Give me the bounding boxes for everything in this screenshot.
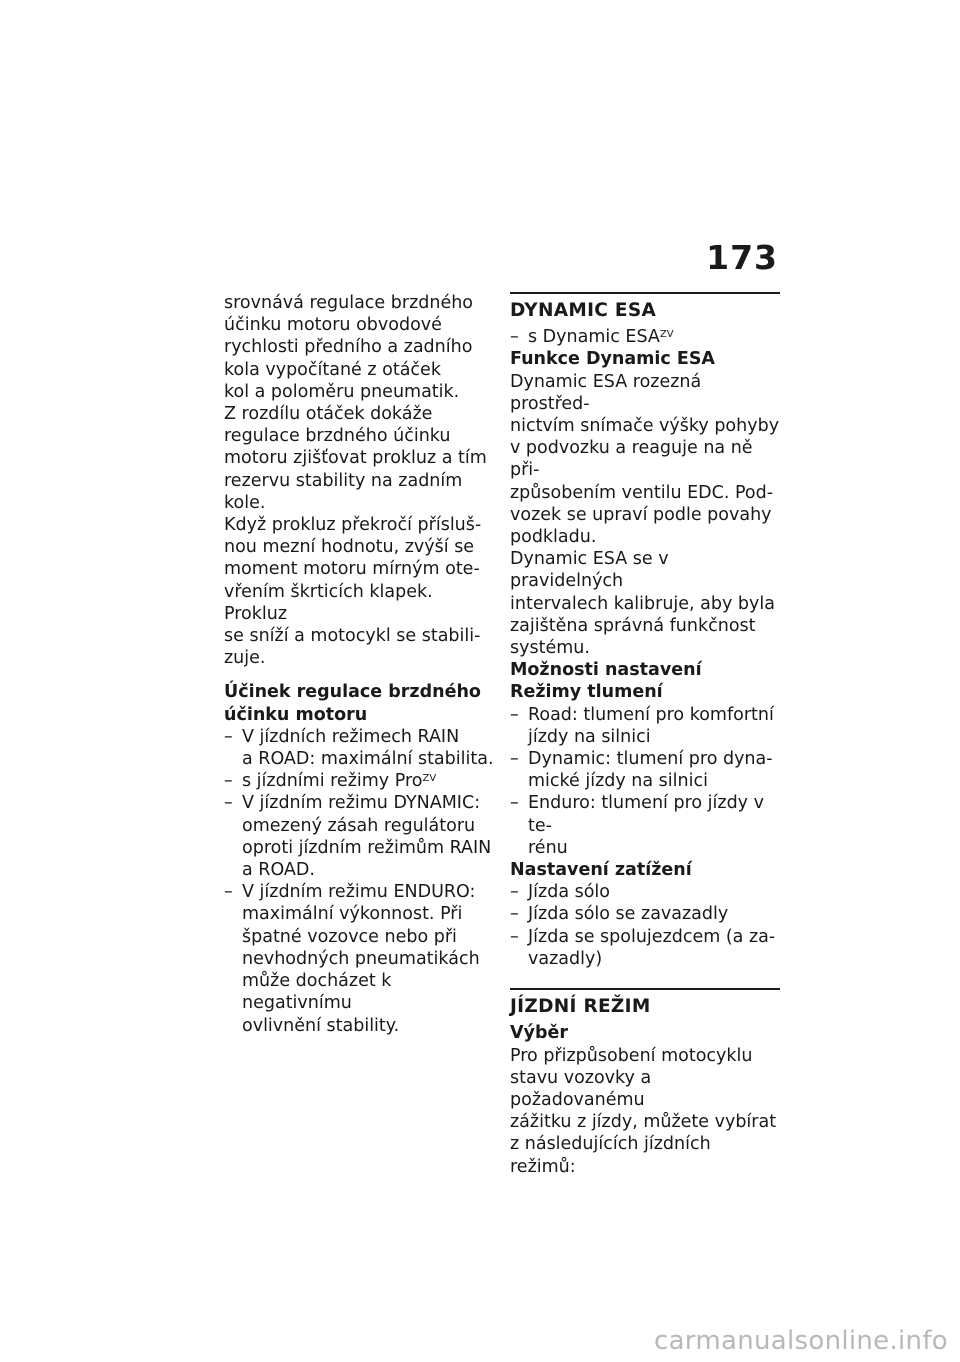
optional-equipment-note: [224, 770, 496, 792]
dash-bullet: –: [510, 904, 519, 925]
text-line: Dynamic ESA rozezná prostřed-: [510, 371, 702, 414]
subheading-rezimy: Režimy tlumení: [510, 682, 663, 703]
subheading-funkce: Funkce Dynamic ESA: [510, 349, 715, 370]
text-line: rezervu stability na zadním kole.: [224, 470, 463, 513]
text-line: v podvozku a reaguje na ně při-: [510, 438, 753, 481]
text-line: rénu: [528, 837, 568, 858]
text-line: nictvím snímače výšky pohyby: [510, 416, 780, 437]
text-line: se sníží a motocykl se stabili-: [224, 626, 481, 647]
dash-bullet: –: [510, 327, 519, 348]
dash-bullet: –: [510, 882, 519, 903]
text-line: maximální výkonnost. Při: [242, 904, 463, 925]
text-line: rychlosti předního a zadního: [224, 337, 473, 358]
dash-bullet: –: [224, 771, 233, 792]
text-line: Jízda sólo se zavazadly: [528, 904, 729, 925]
funkce-paragraph: [510, 371, 780, 660]
section-title-dynamic-esa: DYNAMIC ESA: [510, 292, 780, 322]
text-line: omezený zásah regulátoru: [242, 815, 476, 836]
text-line: Enduro: tlumení pro jízdy v te-: [528, 793, 764, 836]
text-line: Dynamic: tlumení pro dyna-: [528, 749, 773, 770]
text-line: vozek se upraví podle povahy: [510, 504, 772, 525]
text-line: systému.: [510, 638, 590, 659]
text-line: a ROAD: maximální stabilita.: [242, 749, 494, 770]
text-line: zajištěna správná funkčnost: [510, 615, 756, 636]
text-line: Když prokluz překročí přísluš-: [224, 515, 482, 536]
text-line: Z rozdílu otáček dokáže: [224, 404, 433, 425]
text-line: Jízda sólo: [528, 882, 610, 903]
section-title-jizdni-rezim: JÍZDNÍ REŽIM: [510, 988, 780, 1018]
list-item: [224, 792, 496, 881]
text-line: Pro přizpůsobení motocyklu: [510, 1045, 753, 1066]
dash-bullet: –: [510, 749, 519, 770]
text-line: ovlivnění stability.: [242, 1015, 400, 1036]
dash-bullet: –: [224, 793, 233, 814]
list-item: [510, 704, 780, 748]
dash-bullet: –: [510, 704, 519, 725]
text-line: účinku motoru obvodové: [224, 315, 442, 336]
dash-bullet: –: [510, 926, 519, 947]
left-column: [224, 292, 496, 1037]
vyber-paragraph: [510, 1045, 780, 1178]
text-line: vřením škrticích klapek. Prokluz: [224, 581, 433, 624]
text-line: zuje.: [224, 648, 266, 669]
dash-bullet: –: [224, 882, 233, 903]
list-item: [510, 926, 780, 970]
text-line: kol a poloměru pneumatik.: [224, 381, 460, 402]
effect-heading: [224, 681, 496, 725]
zv-superscript: ZV: [422, 773, 437, 785]
text-line: a ROAD.: [242, 860, 315, 881]
subheading-moznosti: Možnosti nastavení: [510, 660, 702, 681]
text-line: jízdy na silnici: [528, 726, 651, 747]
text-line: Road: tlumení pro komfortní: [528, 704, 774, 725]
intro-paragraph: [224, 292, 496, 669]
list-item: [224, 726, 496, 770]
subheading-zatizeni: Nastavení zatížení: [510, 860, 692, 881]
text-line: kola vypočítané z otáček: [224, 359, 441, 380]
text-line: V jízdních režimech RAIN: [242, 726, 460, 747]
subheading-vyber: Výběr: [510, 1023, 568, 1044]
dash-bullet: –: [510, 793, 519, 814]
text-line: Jízda se spolujezdcem (a za-: [528, 926, 776, 947]
text-line: motoru zjišťovat prokluz a tím: [224, 448, 487, 469]
text-line: podkladu.: [510, 527, 597, 548]
optional-equipment-note: [510, 326, 780, 348]
text-line: regulace brzdného účinku: [224, 426, 451, 447]
heading-line: účinku motoru: [224, 704, 368, 725]
text-line: nou mezní hodnotu, zvýší se: [224, 537, 475, 558]
text-line: může docházet k negativnímu: [242, 971, 392, 1014]
watermark: carmanualsonline.info: [653, 1326, 948, 1356]
note-text: s jízdními režimy Pro: [242, 771, 423, 792]
text-line: srovnává regulace brzdného: [224, 293, 474, 313]
text-line: Dynamic ESA se v pravidelných: [510, 549, 669, 592]
list-item: [224, 881, 496, 1036]
text-line: V jízdním režimu ENDURO:: [242, 882, 476, 903]
list-item: [510, 792, 780, 859]
text-line: mické jízdy na silnici: [528, 771, 708, 792]
text-line: zážitku z jízdy, můžete vybírat: [510, 1112, 777, 1133]
note-text: s Dynamic ESA: [528, 327, 660, 348]
list-item: [510, 881, 780, 903]
text-line: oproti jízdním režimům RAIN: [242, 837, 492, 858]
text-line: intervalech kalibruje, aby byla: [510, 593, 775, 614]
text-line: špatné vozovce nebo při: [242, 926, 457, 947]
text-line: stavu vozovky a požadovanému: [510, 1067, 652, 1110]
text-line: způsobením ventilu EDC. Pod-: [510, 482, 774, 503]
text-line: moment motoru mírným ote-: [224, 559, 480, 580]
text-line: V jízdním režimu DYNAMIC:: [242, 793, 481, 814]
page-number: 173: [706, 238, 778, 277]
zv-superscript: ZV: [659, 329, 674, 341]
heading-line: Účinek regulace brzdného: [224, 682, 481, 703]
text-line: vazadly): [528, 948, 603, 969]
dash-bullet: –: [224, 726, 233, 747]
text-line: nevhodných pneumatikách: [242, 948, 480, 969]
list-item: [510, 748, 780, 792]
list-item: [510, 903, 780, 925]
text-line: z následujících jízdních režimů:: [510, 1134, 711, 1177]
right-column: [510, 292, 780, 1178]
